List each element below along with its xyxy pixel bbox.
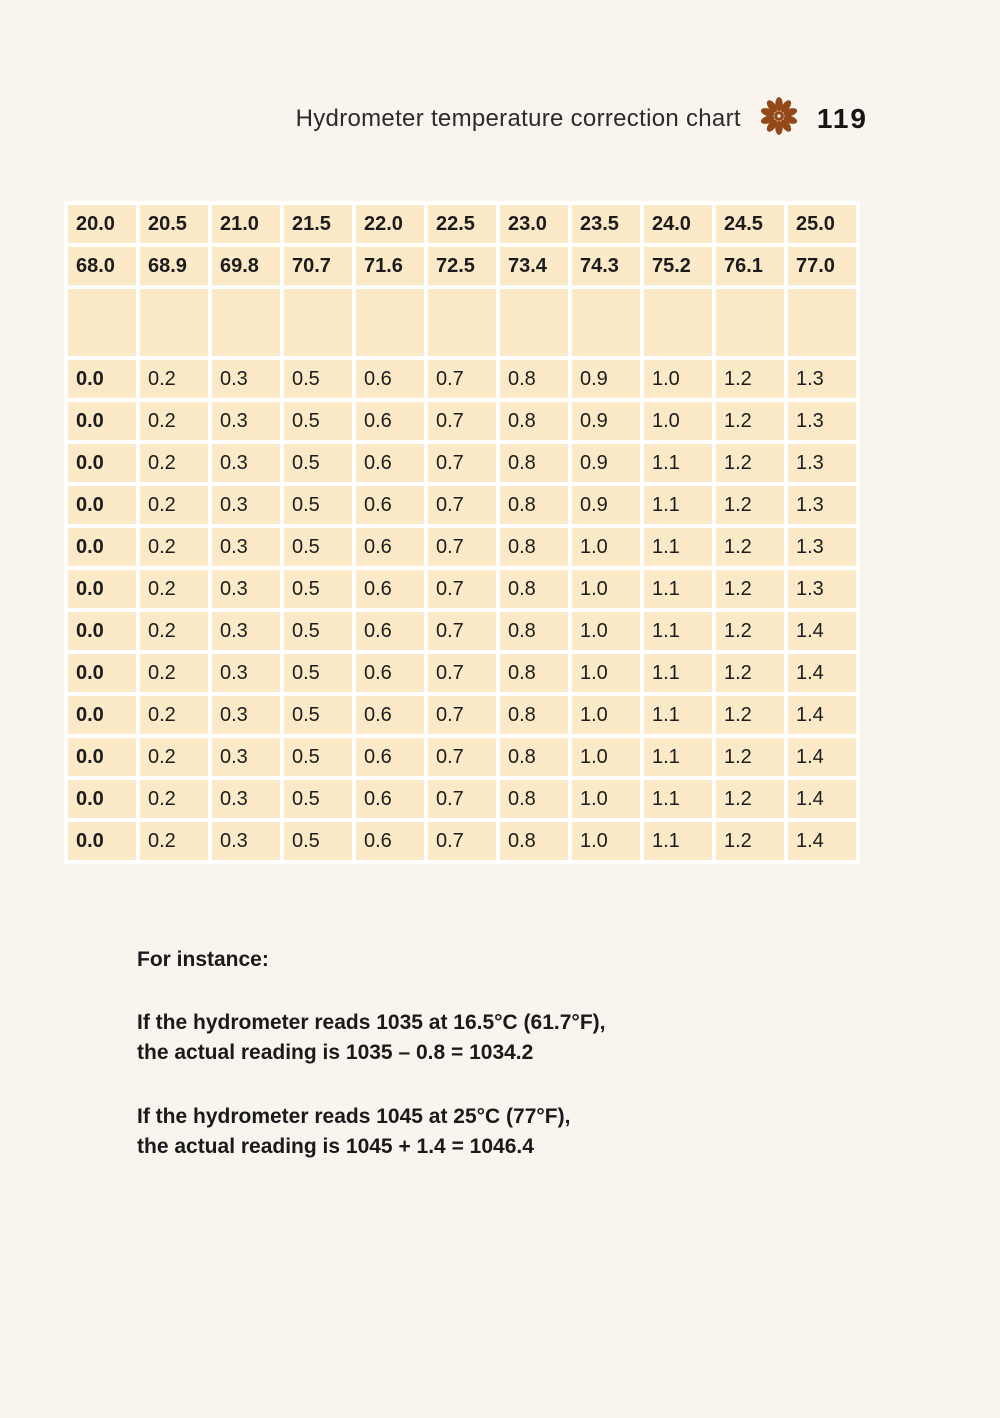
table-cell: 0.8 (500, 528, 568, 566)
page-header (0, 94, 868, 143)
table-cell: 0.7 (428, 612, 496, 650)
table-cell: 1.0 (572, 612, 640, 650)
table-row (68, 247, 856, 285)
table-cell: 0.6 (356, 486, 424, 524)
table-cell: 0.0 (68, 444, 136, 482)
table-cell: 0.5 (284, 822, 352, 860)
table-cell: 1.2 (716, 402, 784, 440)
table-cell: 0.6 (356, 738, 424, 776)
table-cell: 21.0 (212, 205, 280, 243)
page-number: 119 (816, 102, 868, 134)
table-cell: 71.6 (356, 247, 424, 285)
table-cell: 0.8 (500, 822, 568, 860)
table-cell (68, 289, 136, 356)
table-cell: 1.4 (788, 654, 856, 692)
table-cell: 0.3 (212, 696, 280, 734)
table-cell: 1.1 (644, 444, 712, 482)
table-cell: 1.0 (572, 654, 640, 692)
table-cell: 0.2 (140, 360, 208, 398)
table-cell: 73.4 (500, 247, 568, 285)
table-cell: 1.4 (788, 612, 856, 650)
table-cell (572, 289, 640, 356)
table-cell: 69.8 (212, 247, 280, 285)
table-cell: 24.5 (716, 205, 784, 243)
table-cell: 0.9 (572, 402, 640, 440)
table-cell: 0.5 (284, 360, 352, 398)
table-row (68, 738, 856, 776)
table-cell: 0.7 (428, 738, 496, 776)
table-row (68, 360, 856, 398)
table-cell: 0.2 (140, 612, 208, 650)
table-row (68, 289, 856, 356)
table-cell: 1.1 (644, 738, 712, 776)
table-cell: 0.3 (212, 738, 280, 776)
table-cell: 0.6 (356, 360, 424, 398)
table-row (68, 612, 856, 650)
table-cell: 0.6 (356, 528, 424, 566)
table-cell: 1.3 (788, 570, 856, 608)
table-cell: 1.2 (716, 654, 784, 692)
table-cell: 0.2 (140, 402, 208, 440)
table-cell: 0.2 (140, 696, 208, 734)
table-cell: 0.9 (572, 444, 640, 482)
table-cell: 1.3 (788, 360, 856, 398)
table-cell: 0.6 (356, 402, 424, 440)
table-cell: 74.3 (572, 247, 640, 285)
table-cell (284, 289, 352, 356)
table-cell: 1.1 (644, 822, 712, 860)
table-cell: 1.3 (788, 402, 856, 440)
example-1-line-1: If the hydrometer reads 1035 at 16.5°C (61.7°F), (137, 1011, 606, 1034)
table-cell: 22.5 (428, 205, 496, 243)
table-cell (428, 289, 496, 356)
table-cell: 1.1 (644, 528, 712, 566)
table-cell: 0.5 (284, 528, 352, 566)
table-cell: 0.8 (500, 486, 568, 524)
table-cell: 1.2 (716, 486, 784, 524)
table-cell: 0.6 (356, 822, 424, 860)
table-cell: 0.0 (68, 738, 136, 776)
table-cell: 0.2 (140, 654, 208, 692)
table-cell: 0.3 (212, 822, 280, 860)
table-cell (356, 289, 424, 356)
table-cell: 0.3 (212, 360, 280, 398)
table-cell: 0.3 (212, 444, 280, 482)
table-row (68, 205, 856, 243)
table-cell: 1.4 (788, 822, 856, 860)
correction-table (64, 201, 860, 864)
table-cell: 0.7 (428, 780, 496, 818)
table-cell: 70.7 (284, 247, 352, 285)
table-cell: 1.0 (572, 696, 640, 734)
table-row (68, 444, 856, 482)
table-cell: 0.8 (500, 402, 568, 440)
table-cell: 0.7 (428, 528, 496, 566)
table-cell: 0.0 (68, 402, 136, 440)
table-cell: 0.7 (428, 696, 496, 734)
table-cell: 0.7 (428, 360, 496, 398)
table-cell: 1.3 (788, 528, 856, 566)
table-cell: 1.0 (572, 570, 640, 608)
table-cell: 0.0 (68, 360, 136, 398)
table-cell: 1.2 (716, 822, 784, 860)
table-cell: 0.5 (284, 696, 352, 734)
table-cell (140, 289, 208, 356)
table-cell: 0.9 (572, 360, 640, 398)
table-cell: 1.4 (788, 696, 856, 734)
table-cell: 0.5 (284, 654, 352, 692)
table-cell (644, 289, 712, 356)
table-cell: 0.7 (428, 822, 496, 860)
table-cell: 1.1 (644, 696, 712, 734)
table-cell: 77.0 (788, 247, 856, 285)
table-cell: 75.2 (644, 247, 712, 285)
table-cell: 0.5 (284, 780, 352, 818)
table-cell: 0.0 (68, 612, 136, 650)
table-row (68, 528, 856, 566)
table-cell: 0.8 (500, 570, 568, 608)
table-cell: 0.8 (500, 780, 568, 818)
table-cell: 0.2 (140, 822, 208, 860)
table-cell: 22.0 (356, 205, 424, 243)
table-row (68, 402, 856, 440)
table-cell: 0.6 (356, 696, 424, 734)
table-cell: 0.3 (212, 528, 280, 566)
table-cell: 0.6 (356, 612, 424, 650)
table-cell: 1.2 (716, 570, 784, 608)
table-cell: 1.4 (788, 738, 856, 776)
table-cell: 1.2 (716, 612, 784, 650)
table-cell: 0.8 (500, 654, 568, 692)
table-cell: 0.3 (212, 402, 280, 440)
table-cell: 0.6 (356, 654, 424, 692)
table-cell: 0.6 (356, 780, 424, 818)
table-cell: 68.0 (68, 247, 136, 285)
table-cell: 1.4 (788, 780, 856, 818)
table-row (68, 486, 856, 524)
table-cell: 1.2 (716, 528, 784, 566)
correction-table-body (68, 205, 856, 860)
table-cell: 0.6 (356, 570, 424, 608)
table-cell: 0.0 (68, 654, 136, 692)
table-cell (788, 289, 856, 356)
table-cell: 23.5 (572, 205, 640, 243)
table-cell: 1.0 (644, 360, 712, 398)
table-cell: 0.0 (68, 570, 136, 608)
example-1-line-2: the actual reading is 1035 – 0.8 = 1034.2 (137, 1041, 534, 1064)
table-cell: 68.9 (140, 247, 208, 285)
example-2 (137, 1102, 605, 1162)
examples-heading: For instance: (137, 948, 269, 971)
example-2-line-1: If the hydrometer reads 1045 at 25°C (77°F), (137, 1105, 571, 1128)
table-cell: 1.3 (788, 444, 856, 482)
table-cell: 23.0 (500, 205, 568, 243)
table-cell: 0.6 (356, 444, 424, 482)
table-cell: 0.5 (284, 402, 352, 440)
table-cell: 0.3 (212, 654, 280, 692)
table-row (68, 654, 856, 692)
table-cell: 0.8 (500, 444, 568, 482)
table-cell: 24.0 (644, 205, 712, 243)
table-cell: 1.2 (716, 696, 784, 734)
table-cell: 1.1 (644, 570, 712, 608)
example-2-line-2: the actual reading is 1045 + 1.4 = 1046.4 (137, 1135, 534, 1158)
table-cell: 0.0 (68, 780, 136, 818)
table-cell: 76.1 (716, 247, 784, 285)
table-row (68, 822, 856, 860)
table-cell: 1.2 (716, 360, 784, 398)
table-cell: 21.5 (284, 205, 352, 243)
table-cell: 1.0 (572, 780, 640, 818)
table-cell: 25.0 (788, 205, 856, 243)
table-row (68, 696, 856, 734)
table-cell (212, 289, 280, 356)
table-cell: 0.9 (572, 486, 640, 524)
table-cell: 1.0 (572, 738, 640, 776)
table-cell: 1.2 (716, 444, 784, 482)
table-cell: 0.8 (500, 696, 568, 734)
table-cell: 72.5 (428, 247, 496, 285)
table-cell: 1.1 (644, 612, 712, 650)
table-cell: 0.0 (68, 528, 136, 566)
example-1 (137, 1008, 605, 1068)
table-cell (716, 289, 784, 356)
table-cell: 0.8 (500, 360, 568, 398)
table-cell (500, 289, 568, 356)
table-row (68, 780, 856, 818)
table-cell: 20.0 (68, 205, 136, 243)
table-cell: 0.2 (140, 528, 208, 566)
table-cell: 0.0 (68, 486, 136, 524)
table-cell: 0.5 (284, 612, 352, 650)
table-cell: 1.0 (572, 822, 640, 860)
table-cell: 1.2 (716, 780, 784, 818)
table-cell: 0.0 (68, 696, 136, 734)
table-cell: 1.1 (644, 486, 712, 524)
table-cell: 0.5 (284, 486, 352, 524)
table-cell: 1.1 (644, 654, 712, 692)
table-cell: 0.5 (284, 738, 352, 776)
table-cell: 1.1 (644, 780, 712, 818)
table-cell: 1.0 (644, 402, 712, 440)
table-cell: 0.0 (68, 822, 136, 860)
table-cell: 1.0 (572, 528, 640, 566)
table-cell: 0.2 (140, 780, 208, 818)
page-title: Hydrometer temperature correction chart (295, 104, 741, 132)
flower-icon (757, 94, 801, 143)
table-cell: 0.3 (212, 612, 280, 650)
table-cell: 0.3 (212, 486, 280, 524)
table-cell: 0.3 (212, 570, 280, 608)
table-cell: 0.2 (140, 570, 208, 608)
table-cell: 0.7 (428, 654, 496, 692)
table-cell: 0.2 (140, 486, 208, 524)
table-cell: 0.7 (428, 444, 496, 482)
table-cell: 0.5 (284, 444, 352, 482)
table-cell: 1.3 (788, 486, 856, 524)
table-cell: 0.7 (428, 570, 496, 608)
table-cell: 0.7 (428, 402, 496, 440)
table-cell: 20.5 (140, 205, 208, 243)
table-cell: 1.2 (716, 738, 784, 776)
table-cell: 0.2 (140, 738, 208, 776)
table-cell: 0.8 (500, 738, 568, 776)
table-cell: 0.8 (500, 612, 568, 650)
table-cell: 0.7 (428, 486, 496, 524)
table-cell: 0.3 (212, 780, 280, 818)
table-row (68, 570, 856, 608)
examples-block (137, 948, 605, 1196)
table-cell: 0.5 (284, 570, 352, 608)
table-cell: 0.2 (140, 444, 208, 482)
